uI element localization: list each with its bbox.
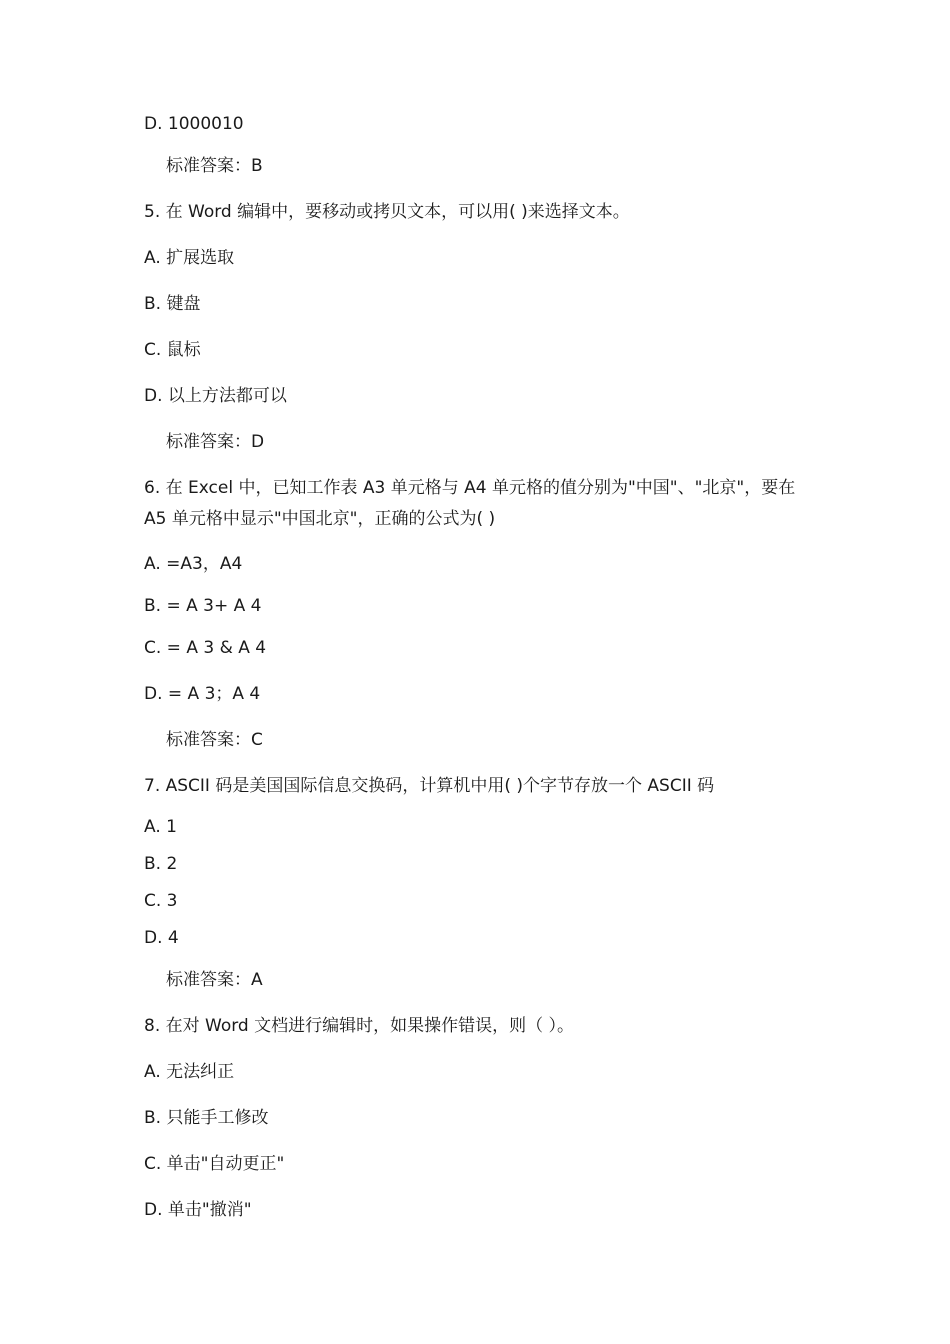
q5-option-b: B. 键盘 (144, 294, 201, 314)
q8-option-c: C. 单击"自动更正" (144, 1154, 285, 1174)
q6-question-line2: A5 单元格中显示"中国北京"，正确的公式为( ) (144, 509, 496, 529)
q7-option-b: B. 2 (144, 854, 178, 874)
q8-option-a: A. 无法纠正 (144, 1062, 235, 1082)
q8-option-d: D. 单击"撤消" (144, 1200, 252, 1220)
q4-answer: 标准答案：B (166, 156, 263, 176)
q5-question: 5. 在 Word 编辑中，要移动或拷贝文本，可以用( )来选择文本。 (144, 202, 630, 222)
q5-option-c: C. 鼠标 (144, 340, 201, 360)
q7-option-c: C. 3 (144, 891, 178, 911)
q7-option-d: D. 4 (144, 928, 179, 948)
q8-question: 8. 在对 Word 文档进行编辑时，如果操作错误，则（ ）。 (144, 1016, 575, 1036)
q6-answer: 标准答案：C (166, 730, 263, 750)
q7-answer: 标准答案：A (166, 970, 263, 990)
q6-option-a: A. =A3，A4 (144, 554, 243, 574)
q6-option-d: D. = A 3；A 4 (144, 684, 261, 704)
q6-option-b: B. = A 3+ A 4 (144, 596, 262, 616)
q4-option-d: D. 1000010 (144, 114, 244, 134)
q6-option-c: C. = A 3 & A 4 (144, 638, 267, 658)
q5-option-d: D. 以上方法都可以 (144, 386, 287, 406)
q5-answer: 标准答案：D (166, 432, 265, 452)
q5-option-a: A. 扩展选取 (144, 248, 235, 268)
q7-option-a: A. 1 (144, 817, 177, 837)
q8-option-b: B. 只能手工修改 (144, 1108, 269, 1128)
q6-question-line1: 6. 在 Excel 中，已知工作表 A3 单元格与 A4 单元格的值分别为"中国"、"北京"，要在 (144, 478, 796, 498)
q7-question: 7. ASCII 码是美国国际信息交换码，计算机中用( )个字节存放一个 ASCII 码 (144, 776, 715, 796)
